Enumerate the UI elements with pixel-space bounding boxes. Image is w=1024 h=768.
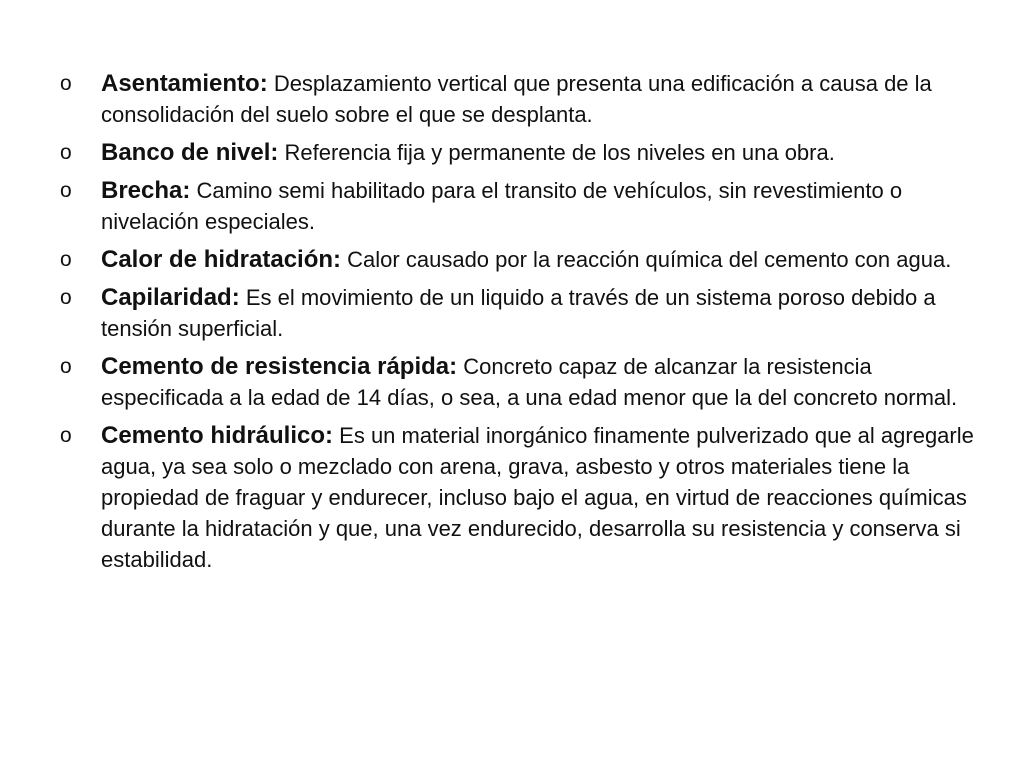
glossary-definition: Calor causado por la reacción química del cemento con agua.	[347, 247, 952, 272]
bullet-icon: o	[60, 355, 72, 378]
glossary-entry	[60, 282, 980, 344]
bullet-icon: o	[60, 179, 72, 202]
glossary-entry	[60, 175, 980, 237]
glossary-definition: Camino semi habilitado para el transito de vehículos, sin revestimiento o nivelación especiales.	[101, 178, 903, 234]
glossary-term: Asentamiento:	[101, 70, 268, 97]
glossary-definition: Desplazamiento vertical que presenta una edificación a causa de la consolidación del suelo sobre el que se desplanta.	[101, 71, 932, 127]
glossary-entry	[60, 68, 980, 130]
glossary-term: Brecha:	[101, 177, 191, 204]
glossary-entry	[60, 244, 980, 275]
glossary-term: Cemento de resistencia rápida:	[101, 353, 458, 380]
glossary-term: Capilaridad:	[101, 284, 240, 311]
glossary-term: Calor de hidratación:	[101, 246, 342, 273]
bullet-icon: o	[60, 424, 72, 447]
glossary-definition: Es un material inorgánico finamente pulverizado que al agregarle agua, ya sea solo o mezclado con arena, grava, asbesto y otros materiales tiene la propiedad de fraguar y endurecer, incluso bajo el agua, en virtud de reacciones químicas durante la hidratación y que, una vez endurecido, desarrolla su resistencia y conserva si estabilidad.	[101, 423, 974, 572]
glossary-definition: Referencia fija y permanente de los niveles en una obra.	[284, 140, 835, 165]
glossary-term: Banco de nivel:	[101, 139, 279, 166]
glossary-entry	[60, 420, 980, 575]
glossary-definition: Es el movimiento de un liquido a través de un sistema poroso debido a tensión superficial.	[101, 285, 936, 341]
bullet-icon: o	[60, 286, 72, 309]
glossary-list	[60, 68, 980, 582]
bullet-icon: o	[60, 248, 72, 271]
glossary-term: Cemento hidráulico:	[101, 422, 334, 449]
glossary-entry	[60, 351, 980, 413]
glossary-entry	[60, 137, 980, 168]
glossary-definition: Concreto capaz de alcanzar la resistencia especificada a la edad de 14 días, o sea, a una edad menor que la del concreto normal.	[101, 354, 958, 410]
bullet-icon: o	[60, 141, 72, 164]
bullet-icon: o	[60, 72, 72, 95]
